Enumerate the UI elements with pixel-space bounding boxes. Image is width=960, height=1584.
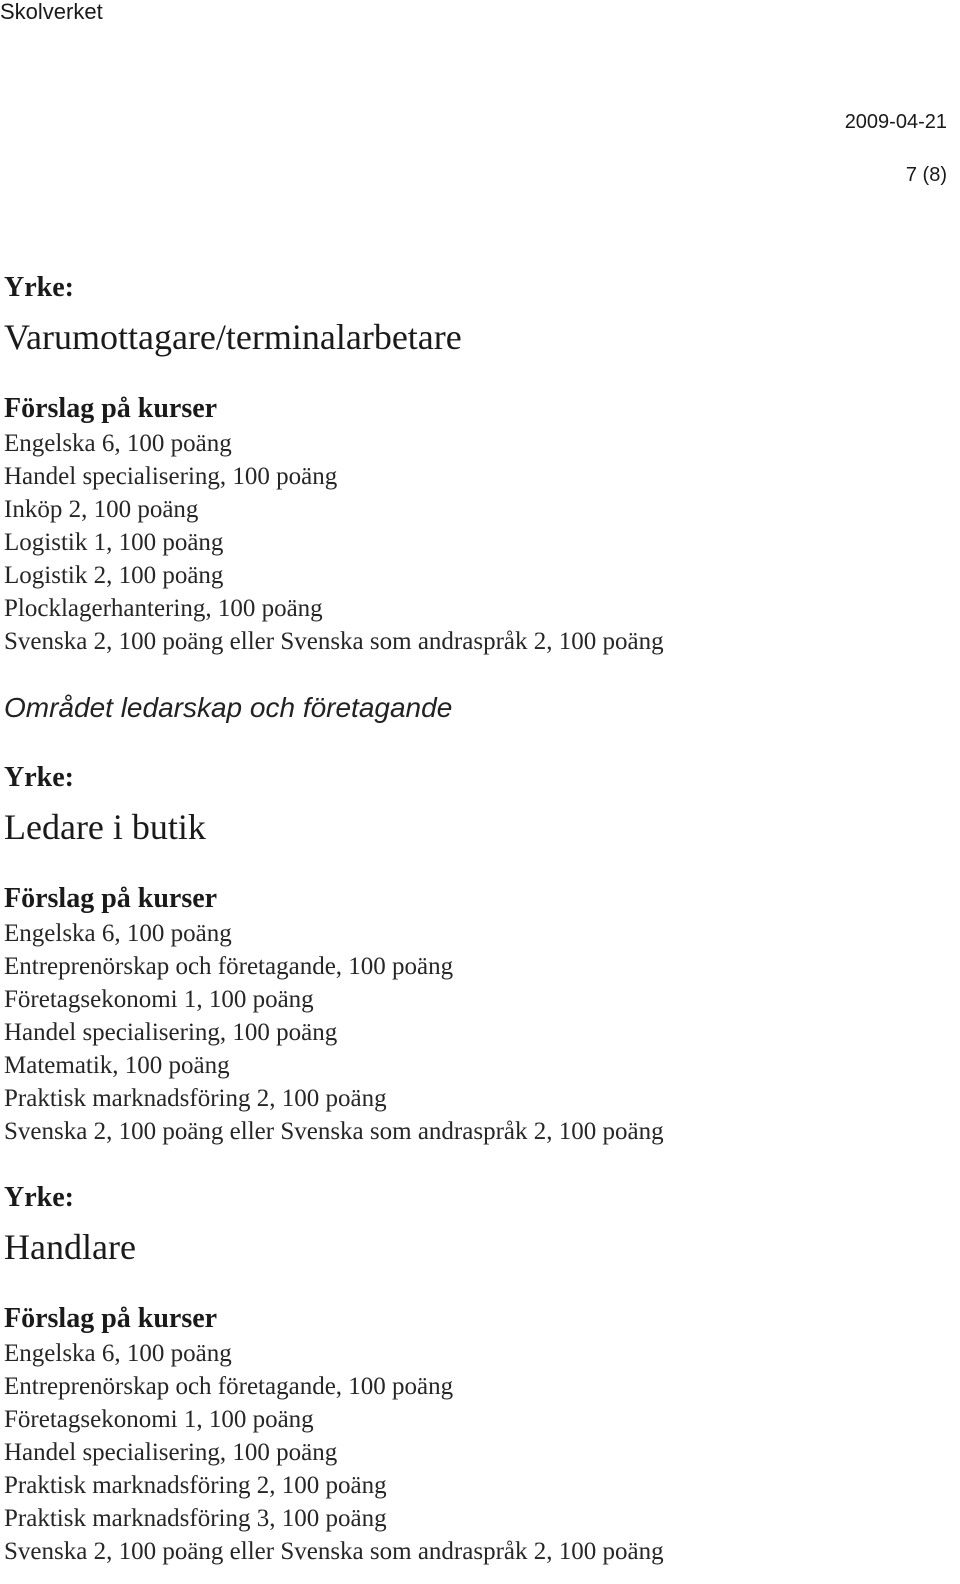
occupation-title: Varumottagare/terminalarbetare	[4, 317, 462, 357]
course-list	[4, 917, 954, 1148]
organization-name: Skolverket	[0, 0, 103, 24]
course-item: Logistik 1, 100 poäng	[4, 529, 224, 556]
course-item: Engelska 6, 100 poäng	[4, 430, 232, 457]
course-item: Praktisk marknadsföring 2, 100 poäng	[4, 1472, 387, 1499]
course-item: Handel specialisering, 100 poäng	[4, 463, 338, 490]
occupation-section	[4, 760, 954, 1148]
course-list	[4, 427, 954, 658]
page-number: 7 (8)	[905, 164, 947, 186]
course-item: Svenska 2, 100 poäng eller Svenska som andraspråk 2, 100 poäng	[4, 1118, 664, 1145]
course-item: Praktisk marknadsföring 3, 100 poäng	[4, 1505, 387, 1532]
occupation-label: Yrke:	[4, 1182, 74, 1213]
area-heading: Området ledarskap och företagande	[4, 692, 453, 723]
occupation-section	[4, 1180, 954, 1568]
occupation-title: Handlare	[4, 1227, 136, 1267]
document-date: 2009-04-21	[844, 111, 947, 133]
course-item: Praktisk marknadsföring 2, 100 poäng	[4, 1085, 387, 1112]
course-item: Företagsekonomi 1, 100 poäng	[4, 1406, 314, 1433]
occupation-label: Yrke:	[4, 272, 74, 303]
course-item: Matematik, 100 poäng	[4, 1052, 230, 1079]
occupation-title: Ledare i butik	[4, 807, 206, 847]
course-item: Entreprenörskap och företagande, 100 poäng	[4, 953, 454, 980]
course-item: Plocklagerhantering, 100 poäng	[4, 595, 323, 622]
course-list	[4, 1337, 954, 1568]
course-item: Engelska 6, 100 poäng	[4, 920, 232, 947]
occupation-label: Yrke:	[4, 762, 74, 793]
course-item: Handel specialisering, 100 poäng	[4, 1439, 338, 1466]
course-item: Logistik 2, 100 poäng	[4, 562, 224, 589]
document-body	[4, 270, 954, 1568]
courses-heading: Förslag på kurser	[4, 393, 218, 424]
courses-heading: Förslag på kurser	[4, 1303, 218, 1334]
course-item: Inköp 2, 100 poäng	[4, 496, 199, 523]
course-item: Företagsekonomi 1, 100 poäng	[4, 986, 314, 1013]
course-item: Handel specialisering, 100 poäng	[4, 1019, 338, 1046]
occupation-section	[4, 270, 954, 658]
course-item: Svenska 2, 100 poäng eller Svenska som andraspråk 2, 100 poäng	[4, 1538, 664, 1565]
courses-heading: Förslag på kurser	[4, 883, 218, 914]
course-item: Entreprenörskap och företagande, 100 poäng	[4, 1373, 454, 1400]
course-item: Engelska 6, 100 poäng	[4, 1340, 232, 1367]
course-item: Svenska 2, 100 poäng eller Svenska som andraspråk 2, 100 poäng	[4, 628, 664, 655]
